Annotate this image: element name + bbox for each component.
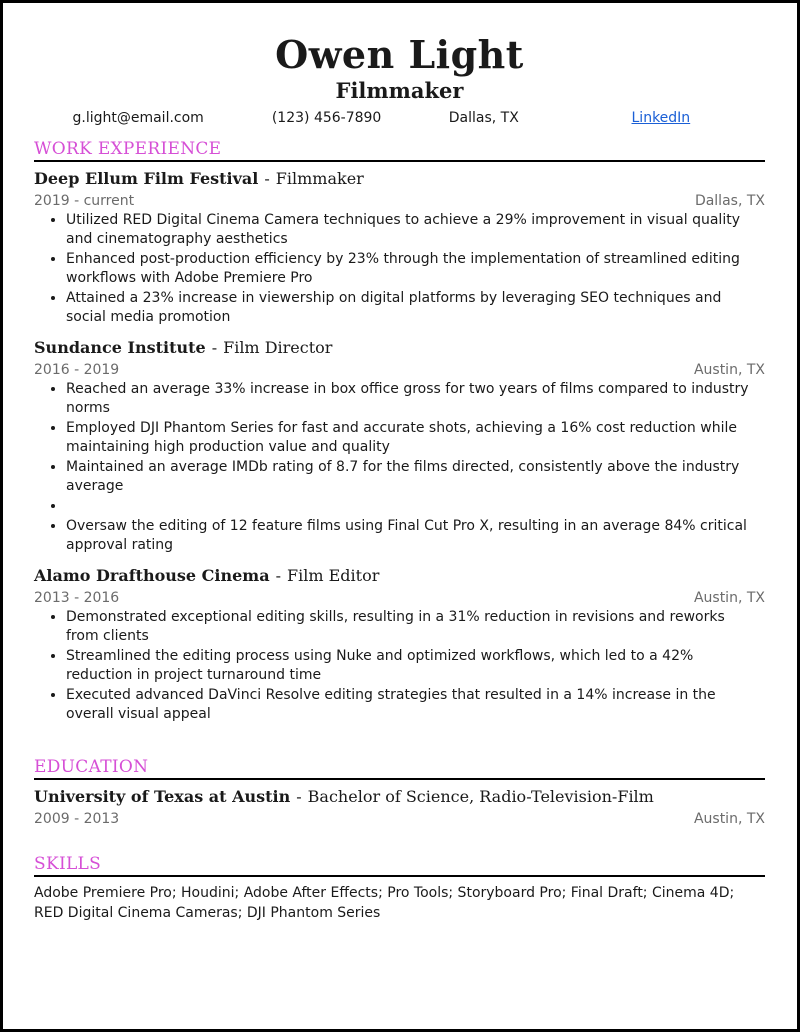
skills-list: Adobe Premiere Pro; Houdini; Adobe After Effects; Pro Tools; Storyboard Pro; Final Draft; Cinema 4D; RED Digital Cinema Cameras; DJI Phantom Series xyxy=(34,885,735,921)
job-role: Filmmaker xyxy=(275,169,364,188)
job-dates: 2019 - current xyxy=(34,193,135,209)
job-location: Austin, TX xyxy=(693,590,765,606)
job-bullet: • Maintained an average IMDb rating of 8.7 for the films directed, consistently above the industry average xyxy=(66,458,765,496)
job-role: Film Director xyxy=(223,338,333,357)
job-bullets xyxy=(34,380,765,555)
job-bullets xyxy=(34,211,765,327)
job-bullet: • Oversaw the editing of 12 feature films using Final Cut Pro X, resulting in an average 84% critical approval rating xyxy=(66,517,765,555)
job-bullet: • Reached an average 33% increase in box office gross for two years of films compared to industry norms xyxy=(66,380,765,418)
job-organization: Deep Ellum Film Festival xyxy=(34,169,259,188)
job-location: Austin, TX xyxy=(693,362,765,378)
contact-location: Dallas, TX xyxy=(448,110,519,126)
job-dates: 2013 - 2016 xyxy=(34,590,120,606)
contact-email: g.light@email.com xyxy=(72,110,204,126)
job-header xyxy=(34,337,765,359)
job-bullet: • Executed advanced DaVinci Resolve editing strategies that resulted in a 14% increase in the overall visual appeal xyxy=(66,686,765,724)
job-bullets xyxy=(34,608,765,724)
job-location: Dallas, TX xyxy=(694,193,765,209)
job-header xyxy=(34,565,765,587)
education-meta xyxy=(34,809,765,829)
job-entry xyxy=(34,168,765,327)
section-title-skills: SKILLS xyxy=(34,853,765,877)
job-organization: Sundance Institute xyxy=(34,338,206,357)
section-title-education: EDUCATION xyxy=(34,756,765,780)
education-degree: Bachelor of Science, Radio-Television-Film xyxy=(307,787,654,806)
job-bullet: • Employed DJI Phantom Series for fast and accurate shots, achieving a 16% cost reduction while maintaining high production value and quality xyxy=(66,419,765,457)
job-bullet: • Streamlined the editing process using Nuke and optimized workflows, which led to a 42% reduction in project turnaround time xyxy=(66,647,765,685)
job-entry xyxy=(34,337,765,555)
spacer xyxy=(34,839,765,853)
education-dates: 2009 - 2013 xyxy=(34,811,120,827)
job-separator: - xyxy=(275,566,281,585)
candidate-title: Filmmaker xyxy=(335,78,464,103)
job-bullet: • Enhanced post-production efficiency by 23% through the implementation of streamlined editing workflows with Adobe Premiere Pro xyxy=(66,250,765,288)
job-bullet-empty xyxy=(66,497,765,516)
job-header xyxy=(34,168,765,190)
contact-linkedin-cell xyxy=(557,108,765,128)
job-bullet: • Demonstrated exceptional editing skills, resulting in a 31% reduction in revisions and reworks from clients xyxy=(66,608,765,646)
spacer xyxy=(34,734,765,756)
education-separator: - xyxy=(296,787,302,806)
job-bullet: • Utilized RED Digital Cinema Camera techniques to achieve a 29% improvement in visual quality and cinematography aesthetics xyxy=(66,211,765,249)
job-separator: - xyxy=(264,169,270,188)
job-meta xyxy=(34,191,765,211)
education-location: Austin, TX xyxy=(693,811,765,827)
job-meta xyxy=(34,588,765,608)
linkedin-link[interactable]: LinkedIn xyxy=(631,110,691,126)
contact-row xyxy=(34,108,765,128)
education-school: University of Texas at Austin xyxy=(34,787,291,806)
job-entry xyxy=(34,565,765,724)
job-organization: Alamo Drafthouse Cinema xyxy=(34,566,270,585)
job-meta xyxy=(34,360,765,380)
job-dates: 2016 - 2019 xyxy=(34,362,120,378)
education-header xyxy=(34,786,765,808)
job-bullet: • Attained a 23% increase in viewership on digital platforms by leveraging SEO techniques and social media promotion xyxy=(66,289,765,327)
job-separator: - xyxy=(211,338,218,357)
education-entry xyxy=(34,786,765,829)
job-role: Film Editor xyxy=(287,566,380,585)
section-title-work-experience: WORK EXPERIENCE xyxy=(34,138,765,162)
candidate-name: Owen Light xyxy=(275,32,524,77)
contact-phone: (123) 456-7890 xyxy=(271,110,382,126)
